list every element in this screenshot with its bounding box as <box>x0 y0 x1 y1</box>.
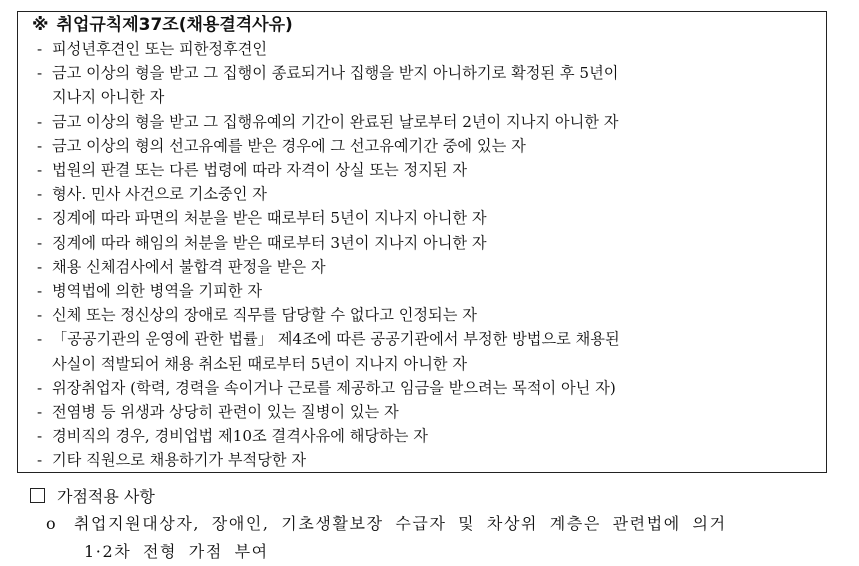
list-item-continuation: 사실이 적발되어 채용 취소된 때로부터 5년이 지나지 아니한 자 <box>52 354 468 373</box>
bonus-paragraph <box>46 510 836 566</box>
list-item: - 위장취업자 (학력, 경력을 속이거나 근로를 제공하고 임금을 받으려는 목적이 아닌 자) <box>37 378 616 397</box>
list-item-text: 징계에 따라 해임의 처분을 받은 때로부터 3년이 지나지 아니한 자 <box>52 233 487 252</box>
list-item: - 기타 직원으로 채용하기가 부적당한 자 <box>37 451 307 470</box>
list-item-text: 법원의 판결 또는 다른 법령에 따라 자격이 상실 또는 정지된 자 <box>52 161 468 180</box>
bonus-section-heading <box>30 484 155 510</box>
list-item-text: 「공공기관의 운영에 관한 법률」 제4조에 따른 공공기관에서 부정한 방법으로 채용된 <box>52 330 620 349</box>
list-item: - 경비직의 경우, 경비업법 제10조 결격사유에 해당하는 자 <box>37 427 428 446</box>
section-title: 가점적용 사항 <box>57 487 155 506</box>
list-item-continuation: 지나지 아니한 자 <box>52 88 165 107</box>
list-item: - 징계에 따라 해임의 처분을 받은 때로부터 3년이 지나지 아니한 자 <box>37 233 487 252</box>
list-item: - 채용 신체검사에서 불합격 판정을 받은 자 <box>37 257 326 276</box>
list-item: - 징계에 따라 파면의 처분을 받은 때로부터 5년이 지나지 아니한 자 <box>37 209 487 228</box>
disqualification-box <box>17 11 827 473</box>
disqualification-list <box>32 37 826 473</box>
list-item-text: 징계에 따라 파면의 처분을 받은 때로부터 5년이 지나지 아니한 자 <box>52 209 487 228</box>
list-item-text: 전염병 등 위생과 상당히 관련이 있는 질병이 있는 자 <box>52 403 399 422</box>
bonus-text-line2: 1·2차 전형 가점 부여 <box>84 542 269 561</box>
list-item-text: 채용 신체검사에서 불합격 판정을 받은 자 <box>52 257 326 276</box>
list-item-text: 금고 이상의 형을 받고 그 집행유예의 기간이 완료된 날로부터 2년이 지나지 아니한 자 <box>52 112 619 131</box>
list-item-text: 금고 이상의 형을 받고 그 집행이 종료되거나 집행을 받지 아니하기로 확정된 후 5년이 <box>52 64 619 83</box>
list-item: - 법원의 판결 또는 다른 법령에 따라 자격이 상실 또는 정지된 자 <box>37 161 468 180</box>
circle-bullet-icon: o <box>46 514 56 533</box>
list-item: - 형사. 민사 사건으로 기소중인 자 <box>37 185 267 204</box>
list-item-text: 신체 또는 정신상의 장애로 직무를 담당할 수 없다고 인정되는 자 <box>52 306 477 325</box>
list-item: - 병역법에 의한 병역을 기피한 자 <box>37 282 263 301</box>
list-item-text: 금고 이상의 형의 선고유예를 받은 경우에 그 선고유예기간 중에 있는 자 <box>52 136 526 155</box>
list-item-text: 피성년후견인 또는 피한정후견인 <box>52 40 268 58</box>
list-item-text: 병역법에 의한 병역을 기피한 자 <box>52 282 263 301</box>
list-item: - 금고 이상의 형의 선고유예를 받은 경우에 그 선고유예기간 중에 있는 자 <box>37 136 526 155</box>
list-item-text: 기타 직원으로 채용하기가 부적당한 자 <box>52 451 307 470</box>
box-title <box>32 14 826 37</box>
list-item-text: 위장취업자 (학력, 경력을 속이거나 근로를 제공하고 임금을 받으려는 목적이 아닌 자) <box>52 378 616 397</box>
checkbox-square-icon <box>30 488 45 503</box>
bonus-text-line1: 취업지원대상자, 장애인, 기초생활보장 수급자 및 차상위 계층은 관련법에 의거 <box>74 514 727 533</box>
reference-mark-icon: ※ <box>32 15 49 35</box>
list-item: - 금고 이상의 형을 받고 그 집행이 종료되거나 집행을 받지 아니하기로 확정된 후 5년이 지나지 아니한 자 <box>32 61 826 109</box>
list-item: - 금고 이상의 형을 받고 그 집행유예의 기간이 완료된 날로부터 2년이 지나지 아니한 자 <box>37 112 619 131</box>
list-item: - 전염병 등 위생과 상당히 관련이 있는 질병이 있는 자 <box>37 403 399 422</box>
list-item: - 피성년후견인 또는 피한정후견인 <box>37 40 268 58</box>
list-item: - 「공공기관의 운영에 관한 법률」 제4조에 따른 공공기관에서 부정한 방법으로 채용된 사실이 적발되어 채용 취소된 때로부터 5년이 지나지 아니한 자 <box>32 327 826 375</box>
list-item: - 신체 또는 정신상의 장애로 직무를 담당할 수 없다고 인정되는 자 <box>37 306 477 325</box>
list-item-text: 경비직의 경우, 경비업법 제10조 결격사유에 해당하는 자 <box>52 427 428 446</box>
box-title-text: 취업규칙제37조(채용결격사유) <box>56 15 293 35</box>
list-item-text: 형사. 민사 사건으로 기소중인 자 <box>52 185 267 204</box>
